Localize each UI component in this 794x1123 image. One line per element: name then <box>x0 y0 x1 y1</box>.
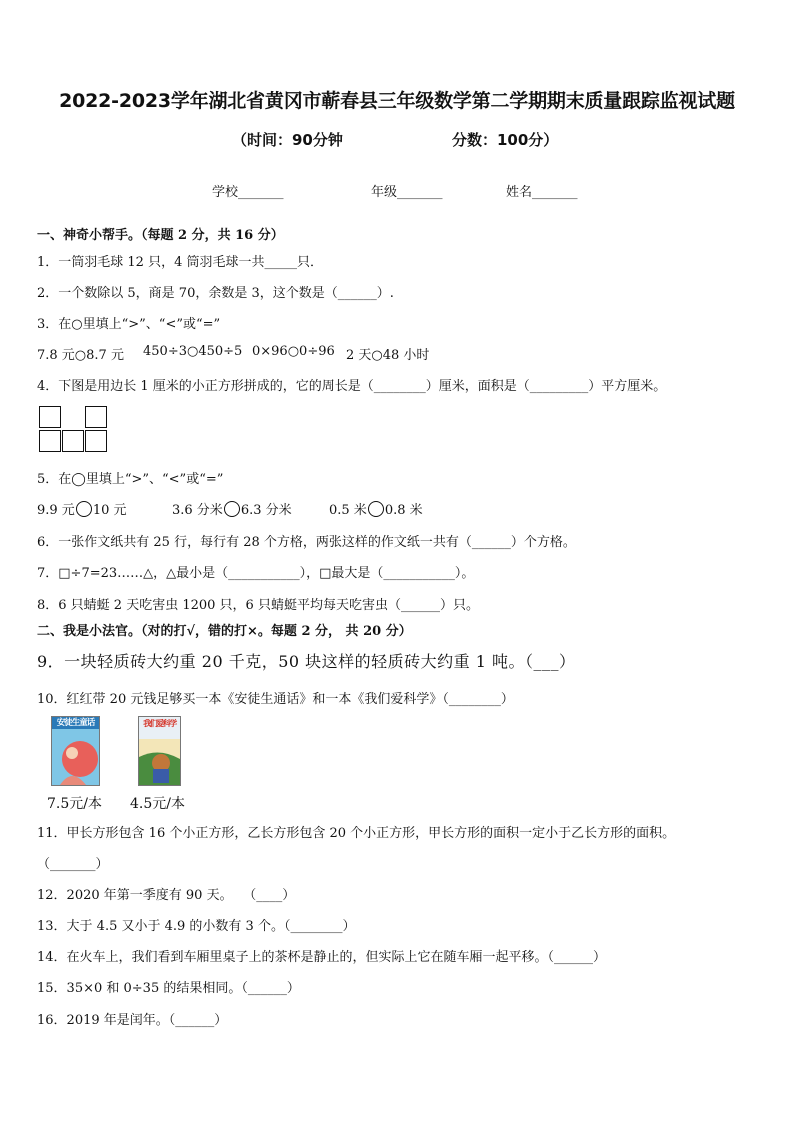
book-2-title: 我们爱科学 <box>143 719 176 728</box>
question-12: 12．2020 年第一季度有 90 天。 （____） <box>37 888 296 903</box>
question-8: 8．6 只蜻蜓 2 天吃害虫 1200 只，6 只蜻蜓平均每天吃害虫（______）只。 <box>37 598 479 613</box>
q5-item-2-right: 6.3 分米 <box>240 503 292 518</box>
q5-item-3-left: 0.5 米 <box>329 503 367 518</box>
unit-square <box>85 430 107 452</box>
page-title: 2022-2023学年湖北省黄冈市蕲春县三年级数学第二学期期末质量跟踪监视试题 <box>59 90 735 112</box>
grade-field: 年级_______ <box>371 185 443 200</box>
question-2: 2．一个数除以 5，商是 70，余数是 3，这个数是（______）. <box>37 286 394 301</box>
unit-square <box>39 406 61 428</box>
question-13: 13．大于 4.5 又小于 4.9 的小数有 3 个。（________） <box>37 919 356 934</box>
q3-item-4: 2 天○48 小时 <box>346 348 430 363</box>
section-1-heading: 一、神奇小帮手。（每题 2 分，共 16 分） <box>37 228 284 243</box>
exam-time: （时间：90分钟 <box>232 131 343 149</box>
question-1: 1．一筒羽毛球 12 只，4 筒羽毛球一共_____只． <box>37 255 323 270</box>
compare-circle-icon <box>76 501 92 517</box>
book-2-price: 4.5元/本 <box>130 796 185 812</box>
question-10: 10．红红带 20 元钱足够买一本《安徒生通话》和一本《我们爱科学》（________） <box>37 692 514 707</box>
question-14: 14．在火车上，我们看到车厢里桌子上的茶杯是静止的，但实际上它在随车厢一起平移。（______） <box>37 950 607 965</box>
unit-square-figure <box>39 406 111 454</box>
q5-item-1-left: 9.9 元 <box>37 503 75 518</box>
book-1-price: 7.5元/本 <box>47 796 102 812</box>
compare-circle-icon <box>224 501 240 517</box>
question-9: 9．一块轻质砖大约重 20 千克，50 块这样的轻质砖大约重 1 吨。（___） <box>37 652 576 671</box>
question-16: 16．2019 年是闰年。（______） <box>37 1013 228 1028</box>
book-cover-andersen <box>51 716 100 786</box>
name-field: 姓名_______ <box>506 185 578 200</box>
question-5: 5．在◯里填上“>”、“<”或“=” <box>37 472 224 487</box>
q5-item-2 <box>172 499 292 518</box>
question-4: 4．下图是用边长 1 厘米的小正方形拼成的，它的周长是（________）厘米，面积是（_________）平方厘米。 <box>37 379 667 394</box>
unit-square <box>62 430 84 452</box>
q5-item-3-right: 0.8 米 <box>384 503 423 518</box>
q5-item-1-right: 10 元 <box>92 503 127 518</box>
question-15: 15．35×0 和 0÷35 的结果相同。（______） <box>37 981 300 996</box>
q5-item-2-left: 3.6 分米 <box>172 503 223 518</box>
unit-square <box>39 430 61 452</box>
question-7: 7．□÷7=23……△，△最小是（___________），□最大是（___________）。 <box>37 566 475 581</box>
exam-score: 分数：100分） <box>452 131 559 149</box>
question-3: 3．在○里填上“>”、“<”或“=” <box>37 317 221 332</box>
book-1-title: 安徒生童话 <box>56 718 95 728</box>
question-11-blank: （_______） <box>37 857 109 872</box>
school-field: 学校_______ <box>212 185 284 200</box>
q3-item-3: 0×96○0÷96 <box>252 344 335 359</box>
q5-item-3 <box>329 499 423 518</box>
q5-item-1 <box>37 499 127 518</box>
unit-square <box>85 406 107 428</box>
question-6: 6．一张作文纸共有 25 行，每行有 28 个方格，两张这样的作文纸一共有（______）个方格。 <box>37 535 576 550</box>
compare-circle-icon <box>368 501 384 517</box>
q3-item-2: 450÷3○450÷5 <box>143 344 243 359</box>
book-cover-science <box>138 716 181 786</box>
q3-item-1: 7.8 元○8.7 元 <box>37 348 124 363</box>
question-11: 11．甲长方形包含 16 个小正方形，乙长方形包含 20 个小正方形，甲长方形的面积一定小于乙长方形的面积。 <box>37 826 676 841</box>
section-2-heading: 二、我是小法官。（对的打√，错的打×。每题 2 分， 共 20 分） <box>37 624 412 639</box>
